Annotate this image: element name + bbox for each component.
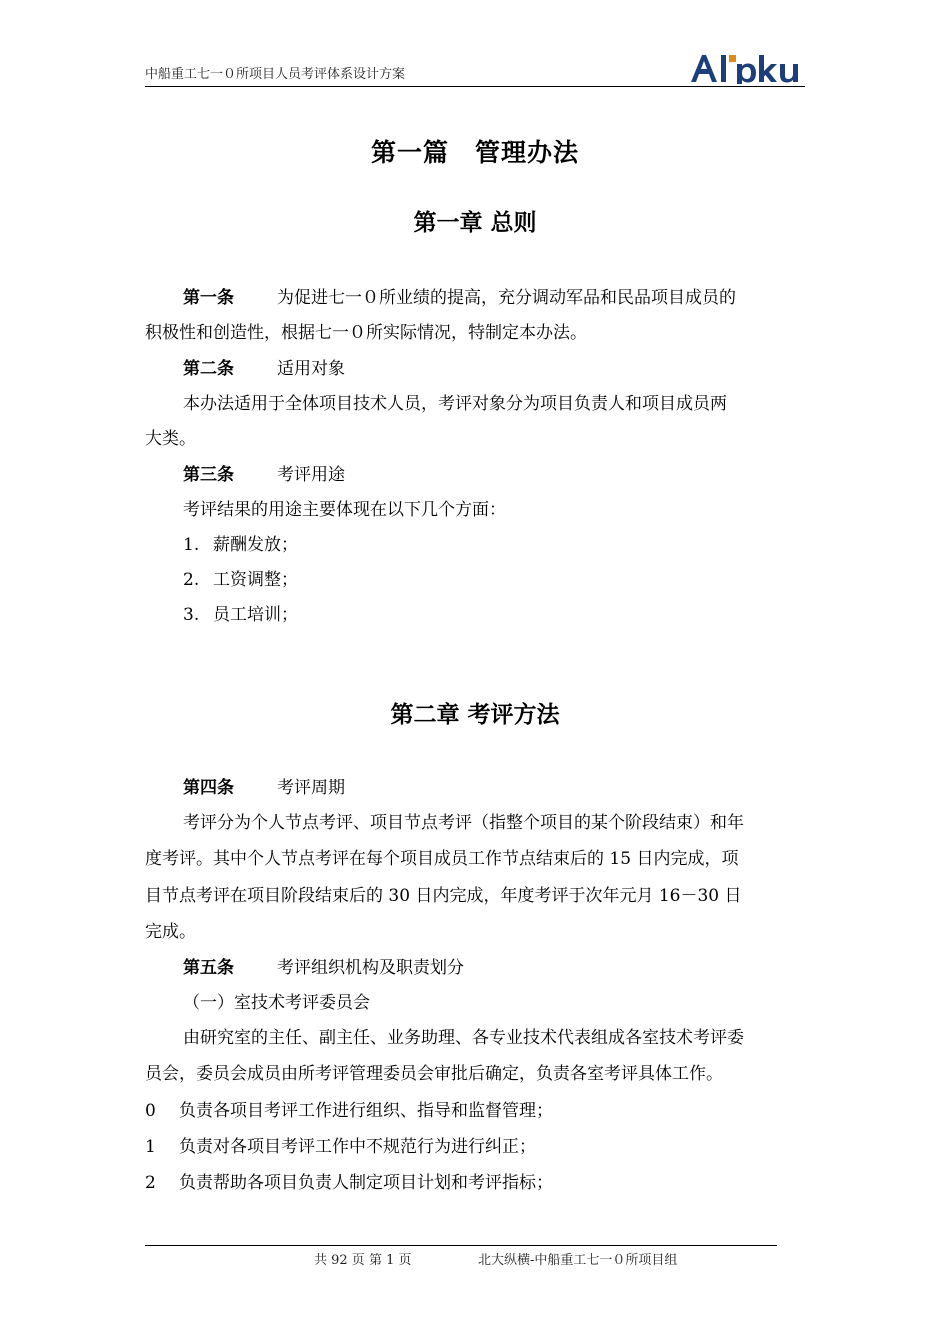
article-5-subheading: （一）室技术考评委员会 <box>183 993 370 1013</box>
header-title: 中船重工七一０所项目人员考评体系设计方案 <box>145 67 406 82</box>
list-item <box>145 1094 553 1129</box>
list-item-number: 2 <box>145 1173 156 1193</box>
article-2-body-line1: 本办法适用于全体项目技术人员，考评对象分为项目负责人和项目成员两 <box>183 394 727 414</box>
list-item <box>183 598 298 633</box>
article-5-title: 考评组织机构及职责划分 <box>277 958 464 978</box>
list-item <box>145 1166 553 1201</box>
article-2-heading <box>145 352 807 387</box>
article-5-heading <box>145 951 807 986</box>
article-1-text-line2: 积极性和创造性，根据七一０所实际情况，特制定本办法。 <box>145 323 587 343</box>
list-item-number: 2. <box>183 570 200 590</box>
article-4-label: 第四条 <box>183 778 234 798</box>
list-item-text: 员工培训； <box>213 605 298 625</box>
list-item <box>145 1130 536 1165</box>
list-item-number: 0 <box>145 1101 156 1121</box>
list-item-text: 负责对各项目考评工作中不规范行为进行纠正； <box>179 1137 536 1157</box>
article-2-title: 适用对象 <box>277 359 345 379</box>
list-item-number: 1 <box>145 1137 156 1157</box>
list-item-number: 3. <box>183 605 200 625</box>
article-1-text-line1: 为促进七一０所业绩的提高，充分调动军品和民品项目成员的 <box>277 288 736 308</box>
list-item-text: 薪酬发放； <box>213 535 298 555</box>
article-3-label: 第三条 <box>183 465 234 485</box>
article-4-line2: 度考评。其中个人节点考评在每个项目成员工作节点结束后的 15 日内完成，项 <box>145 849 739 869</box>
article-1-label: 第一条 <box>183 288 234 308</box>
part-title: 第一篇 管理办法 <box>370 138 579 167</box>
article-4-line1: 考评分为个人节点考评、项目节点考评（指整个项目的某个阶段结束）和年 <box>183 813 744 833</box>
list-item-text: 负责各项目考评工作进行组织、指导和监督管理； <box>179 1101 553 1121</box>
article-5-line1: 由研究室的主任、副主任、业务助理、各专业技术代表组成各室技术考评委 <box>183 1028 744 1048</box>
list-item-text: 负责帮助各项目负责人制定项目计划和考评指标； <box>179 1173 553 1193</box>
article-4-title: 考评周期 <box>277 778 345 798</box>
article-2-label: 第二条 <box>183 359 234 379</box>
page-header <box>145 50 805 87</box>
article-4-line4: 完成。 <box>145 922 196 942</box>
list-item-number: 1. <box>183 535 200 555</box>
article-5-line2: 员会，委员会成员由所考评管理委员会审批后确定，负责各室考评具体工作。 <box>145 1064 723 1084</box>
chapter-2-title: 第二章 考评方法 <box>390 702 560 728</box>
footer-divider <box>145 1245 777 1246</box>
article-4-line3: 目节点考评在项目阶段结束后的 30 日内完成，年度考评于次年元月 16－30 日 <box>145 886 742 906</box>
article-2-body-line2: 大类。 <box>145 429 196 449</box>
company-logo <box>689 52 805 84</box>
article-3-intro: 考评结果的用途主要体现在以下几个方面： <box>183 500 506 520</box>
footer-organization: 北大纵横-中船重工七一０所项目组 <box>478 1253 678 1268</box>
footer-page-info: 共 92 页 第 1 页 <box>314 1253 412 1268</box>
article-3-heading <box>145 458 807 493</box>
list-item-text: 工资调整； <box>213 570 298 590</box>
list-item <box>183 563 298 598</box>
logo-mark <box>689 52 805 84</box>
list-item <box>183 528 298 563</box>
article-1 <box>145 281 807 316</box>
article-4-heading <box>145 771 807 806</box>
article-3-title: 考评用途 <box>277 465 345 485</box>
article-5-label: 第五条 <box>183 958 234 978</box>
chapter-1-title: 第一章 总则 <box>413 210 537 236</box>
